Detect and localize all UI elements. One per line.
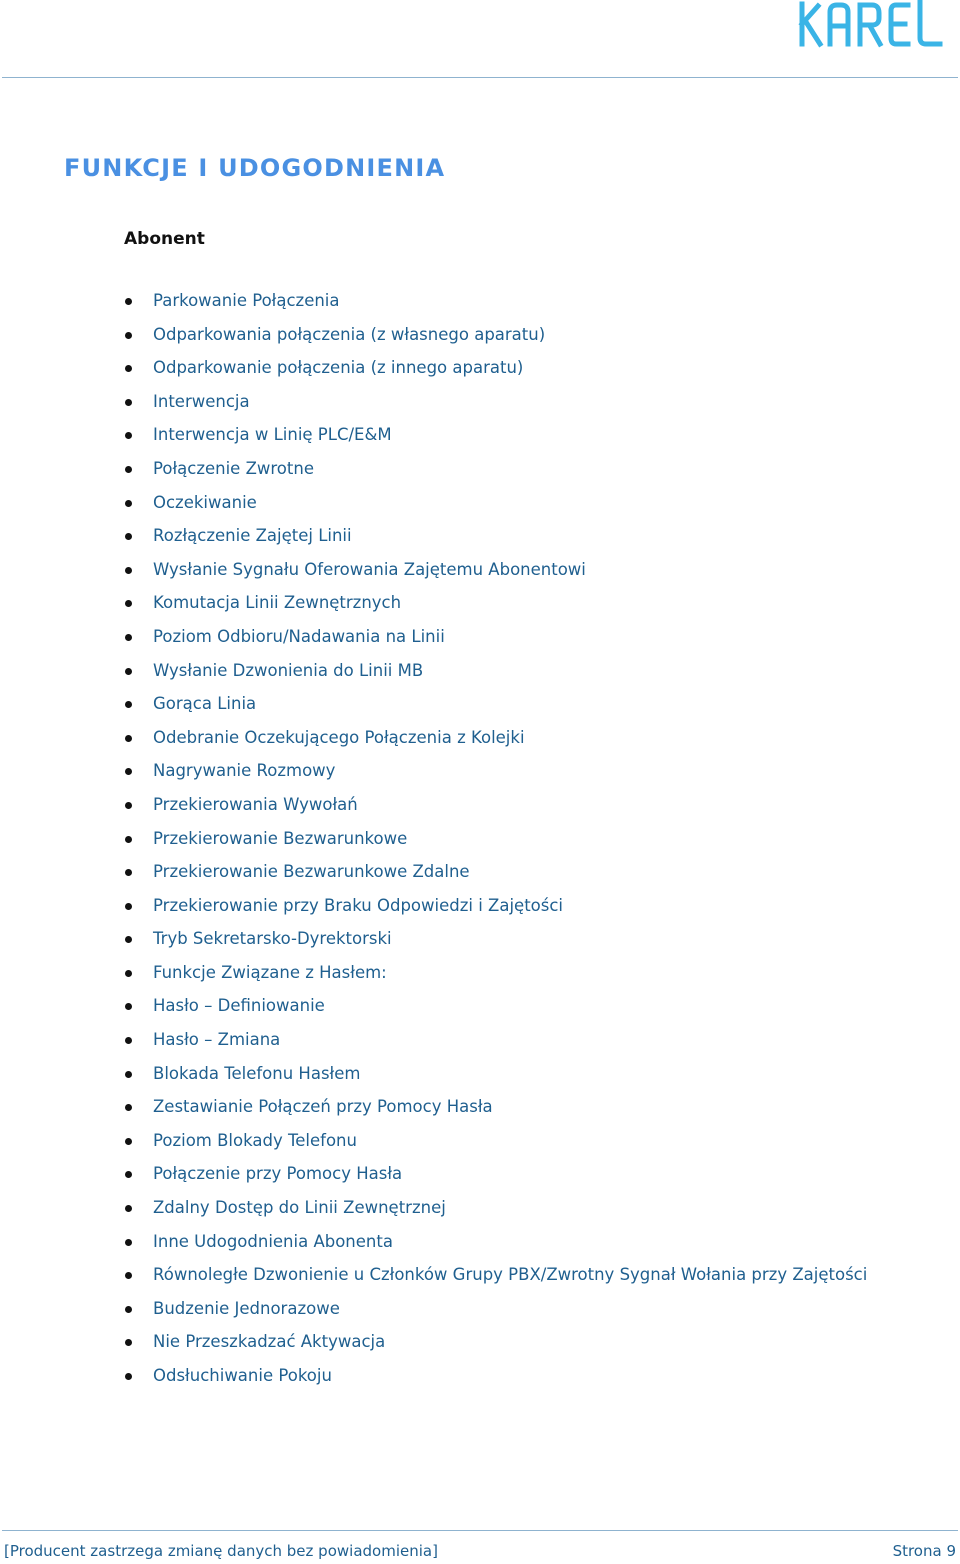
list-item — [120, 788, 867, 822]
list-item — [120, 1157, 867, 1191]
bullet-icon — [125, 1037, 132, 1044]
list-item-label: Gorąca Linia — [153, 694, 257, 714]
bullet-icon — [125, 668, 132, 675]
bullet-icon — [125, 298, 132, 305]
list-item — [120, 1258, 867, 1292]
bullet-icon — [125, 1239, 132, 1246]
list-item-label: Zestawianie Połączeń przy Pomocy Hasła — [153, 1097, 493, 1117]
list-item — [120, 1225, 867, 1259]
list-item-label: Odebranie Oczekującego Połączenia z Kolejki — [153, 727, 525, 747]
bullet-icon — [125, 768, 132, 775]
list-item-label: Odparkowanie połączenia (z innego aparatu) — [153, 358, 524, 378]
bullet-icon — [125, 332, 132, 339]
list-item-label: Połączenie przy Pomocy Hasła — [153, 1164, 403, 1184]
list-item — [120, 385, 867, 419]
bullet-icon — [125, 1205, 132, 1212]
bullet-icon — [125, 701, 132, 708]
list-item-label: Tryb Sekretarsko-Dyrektorski — [153, 929, 392, 949]
list-item — [120, 721, 867, 755]
list-item — [120, 1057, 867, 1091]
list-item — [120, 1090, 867, 1124]
bullet-icon — [125, 802, 132, 809]
list-item — [120, 754, 867, 788]
list-item — [120, 486, 867, 520]
list-item — [120, 318, 867, 352]
bullet-icon — [125, 836, 132, 843]
page-title: FUNKCJE I UDOGODNIENIA — [64, 154, 446, 182]
list-item-label: Równoległe Dzwonienie u Członków Grupy PBX/Zwrotny Sygnał Wołania przy Zajętości — [153, 1265, 868, 1285]
bullet-icon — [125, 1306, 132, 1313]
list-item — [120, 889, 867, 923]
list-item — [120, 956, 867, 990]
list-item — [120, 586, 867, 620]
list-item — [120, 822, 867, 856]
bullet-icon — [125, 1373, 132, 1380]
list-item-label: Poziom Blokady Telefonu — [153, 1130, 357, 1150]
list-item-label: Przekierowania Wywołań — [153, 794, 358, 814]
list-item-label: Inne Udogodnienia Abonenta — [153, 1231, 393, 1251]
list-item — [120, 1124, 867, 1158]
bullet-icon — [125, 936, 132, 943]
header-divider — [2, 77, 958, 78]
list-item — [120, 687, 867, 721]
bullet-icon — [125, 600, 132, 607]
list-item-label: Poziom Odbioru/Nadawania na Linii — [153, 626, 445, 646]
list-item-label: Interwencja w Linię PLC/E&M — [153, 425, 392, 445]
list-item-label: Przekierowanie Bezwarunkowe Zdalne — [153, 862, 470, 882]
list-item-label: Rozłączenie Zajętej Linii — [153, 526, 352, 546]
bullet-icon — [125, 735, 132, 742]
list-item — [120, 418, 867, 452]
list-item-label: Nie Przeszkadzać Aktywacja — [153, 1332, 386, 1352]
list-item — [120, 654, 867, 688]
list-item-label: Połączenie Zwrotne — [153, 458, 314, 478]
bullet-icon — [125, 567, 132, 574]
footer-divider — [2, 1530, 958, 1531]
bullet-icon — [125, 399, 132, 406]
bullet-icon — [125, 1104, 132, 1111]
list-item-label: Parkowanie Połączenia — [153, 291, 340, 310]
list-item — [120, 922, 867, 956]
bullet-icon — [125, 903, 132, 910]
page-number: Strona 9 — [892, 1542, 956, 1560]
list-item — [120, 553, 867, 587]
list-item-label: Oczekiwanie — [153, 492, 257, 512]
list-item-label: Wysłanie Dzwonienia do Linii MB — [153, 660, 424, 680]
bullet-icon — [125, 1339, 132, 1346]
list-item-label: Blokada Telefonu Hasłem — [153, 1063, 361, 1083]
list-item — [120, 284, 867, 318]
list-item-label: Hasło – Definiowanie — [153, 996, 325, 1016]
list-item-label: Odparkowania połączenia (z własnego aparatu) — [153, 324, 546, 344]
list-item-label: Przekierowanie Bezwarunkowe — [153, 828, 408, 848]
bullet-icon — [125, 432, 132, 439]
list-item-label: Komutacja Linii Zewnętrznych — [153, 593, 402, 613]
list-item — [120, 1325, 867, 1359]
list-item — [120, 1359, 867, 1393]
list-item-label: Zdalny Dostęp do Linii Zewnętrznej — [153, 1198, 446, 1218]
list-item — [120, 1023, 867, 1057]
bullet-icon — [125, 1138, 132, 1145]
feature-list — [120, 284, 867, 1393]
footer-disclaimer: [Producent zastrzega zmianę danych bez powiadomienia] — [4, 1542, 438, 1560]
bullet-icon — [125, 500, 132, 507]
bullet-icon — [125, 1171, 132, 1178]
list-item-label: Funkcje Związane z Hasłem: — [153, 962, 387, 982]
list-item-label: Interwencja — [153, 391, 250, 411]
karel-logo — [796, 0, 944, 50]
section-title: Abonent — [124, 229, 205, 249]
bullet-icon — [125, 365, 132, 372]
bullet-icon — [125, 1071, 132, 1078]
bullet-icon — [125, 970, 132, 977]
bullet-icon — [125, 869, 132, 876]
bullet-icon — [125, 466, 132, 473]
list-item-label: Budzenie Jednorazowe — [153, 1298, 340, 1318]
list-item — [120, 620, 867, 654]
list-item — [120, 1191, 867, 1225]
bullet-icon — [125, 634, 132, 641]
list-item — [120, 452, 867, 486]
bullet-icon — [125, 1003, 132, 1010]
list-item — [120, 855, 867, 889]
list-item-label: Nagrywanie Rozmowy — [153, 761, 336, 781]
list-item-label: Odsłuchiwanie Pokoju — [153, 1366, 332, 1385]
list-item-label: Przekierowanie przy Braku Odpowiedzi i Zajętości — [153, 895, 564, 915]
list-item — [120, 519, 867, 553]
list-item — [120, 351, 867, 385]
bullet-icon — [125, 1272, 132, 1279]
list-item-label: Wysłanie Sygnału Oferowania Zajętemu Abonentowi — [153, 559, 586, 579]
bullet-icon — [125, 533, 132, 540]
list-item — [120, 989, 867, 1023]
list-item-label: Hasło – Zmiana — [153, 1030, 281, 1050]
list-item — [120, 1292, 867, 1326]
